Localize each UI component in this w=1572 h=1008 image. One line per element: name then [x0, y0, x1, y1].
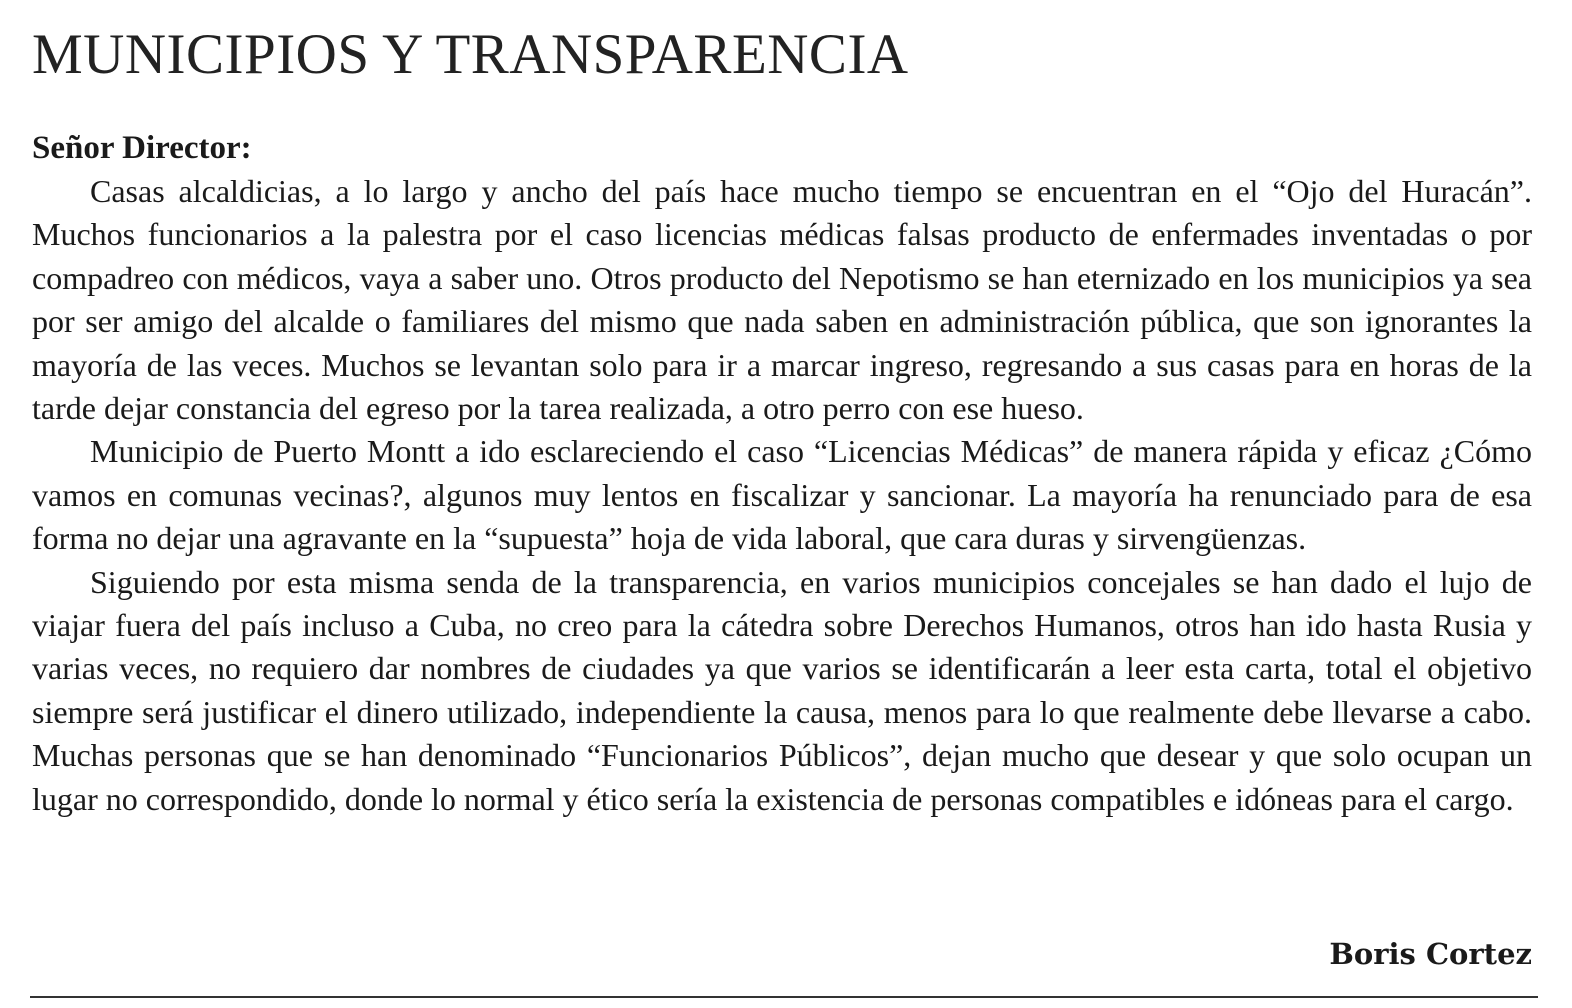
letter-title: MUNICIPIOS Y TRANSPARENCIA	[32, 23, 909, 86]
paragraph-2: Municipio de Puerto Montt a ido esclareciendo el caso “Licencias Médicas” de manera rápida y eficaz ¿Cómo vamos en comunas vecinas?, algunos muy lentos en fiscalizar y sancionar. La mayoría ha renunciado para de esa forma no dejar una agravante en la “supuesta” hoja de vida laboral, que cara duras y sirvengüenzas.	[32, 433, 1532, 557]
salutation: Señor Director:	[32, 130, 252, 166]
paragraph-3: Siguiendo por esta misma senda de la transparencia, en varios municipios concejales se han dado el lujo de viajar fuera del país incluso a Cuba, no creo para la cátedra sobre Derechos Humanos, otros han ido hasta Rusia y varias veces, no requiero dar nombres de ciudades ya que varios se identificarán a leer esta carta, total el objetivo siempre será justificar el dinero utilizado, independiente la causa, menos para lo que realmente debe llevarse a cabo. Muchas personas que se han denominado “Funcionarios Públicos”, dejan mucho que desear y que solo ocupan un lugar no correspondido, donde lo normal y ético sería la existencia de personas compatibles e idóneas para el cargo.	[32, 563, 1532, 817]
paragraph-1: Casas alcaldicias, a lo largo y ancho del país hace mucho tiempo se encuentran en el “Ojo del Huracán”. Muchos funcionarios a la palestra por el caso licencias médicas falsas producto de enfermades inventadas o por compadreo con médicos, vaya a saber uno. Otros producto del Nepotismo se han eternizado en los municipios ya sea por ser amigo del alcalde o familiares del mismo que nada saben en administración pública, que son ignorantes la mayoría de las veces. Muchos se levantan solo para ir a marcar ingreso, regresando a sus casas para en horas de la tarde dejar constancia del egreso por la tarea realizada, a otro perro con ese hueso.	[32, 173, 1532, 427]
signature: Boris Cortez	[1329, 937, 1532, 971]
letter-page	[32, 0, 1534, 1008]
bottom-divider	[30, 996, 1538, 998]
letter-body	[32, 170, 1532, 821]
